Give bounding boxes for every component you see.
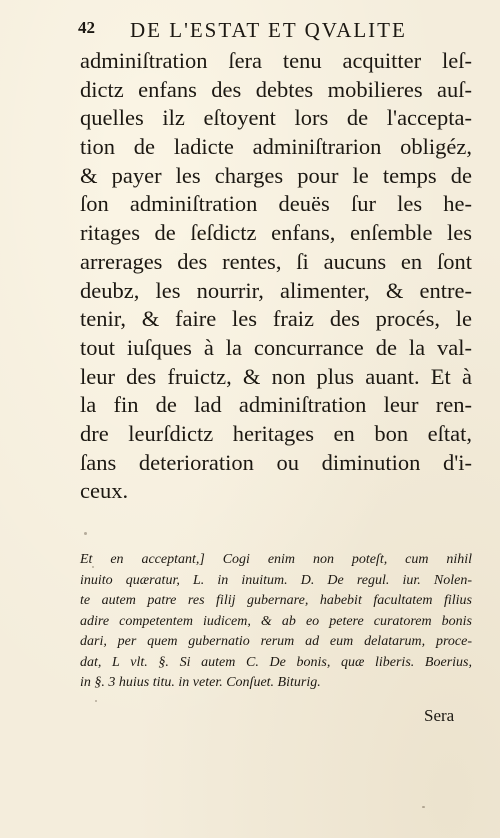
text-line: tenir, & faire les fraiz des procés, le [80,306,472,332]
text-line: tion de ladicte adminiſtrarion obligéz, [80,134,472,160]
note-line: adire competentem iudicem, & ab eo petere curatorem bonis [80,613,472,629]
running-head [78,18,458,48]
text-line: ſon adminiſtration deuës ſur les he- [80,191,472,217]
paper-speck [422,806,425,808]
note-line: in §. 3 huius titu. in veter. Conſuet. Biturig. [80,675,321,690]
text-line: dictz enfans des debtes mobilieres auſ- [80,76,472,102]
text-line: ritages de ſeſdictz enfans, enſemble les [80,220,472,246]
text-line: deubz, les nourrir, alimenter, & entre- [80,277,472,303]
paper-speck [92,566,94,568]
running-title: DE L'ESTAT ET QVALITE [130,18,407,42]
note-line: te autem patre res filij gubernare, habebit facultatem filius [80,593,472,608]
text-line: arrerages des rentes, ſi aucuns en ſont [80,248,472,274]
text-line: ceux. [80,478,129,504]
note-line: inuito quæratur, L. in inuitum. D. De regul. iur. Nolen- [80,572,472,588]
text-line: adminiſtration ſera tenu acquitter leſ- [80,48,472,73]
main-text-block [80,47,472,506]
text-line: & payer les charges pour le temps de [80,162,472,188]
text-line: la fin de lad adminiſtration leur ren- [80,392,472,418]
text-line: tout iuſques à la concurrance de la val- [80,334,472,360]
paper-speck [95,700,97,702]
text-line: leur des fruictz, & non plus auant. Et à [80,363,472,389]
note-line: dat, L vlt. §. Si autem C. De bonis, quæ liberis. Boerius, [80,654,472,670]
text-line: ſans deterioration ou diminution d'i- [80,449,472,475]
text-line: quelles ilz eſtoyent lors de l'accepta- [80,105,472,131]
paper-speck [84,532,87,535]
marginal-notes-block [80,550,472,694]
text-line: dre leurſdictz heritages en bon eſtat, [80,420,472,446]
note-line: dari, per quem gubernatio rerum ad eum delatarum, proce- [80,634,472,649]
page-number: 42 [78,18,95,37]
catchword: Sera [424,706,455,725]
note-line: Et en acceptant,] Cogi enim non poteſt, cum nihil [80,552,472,567]
